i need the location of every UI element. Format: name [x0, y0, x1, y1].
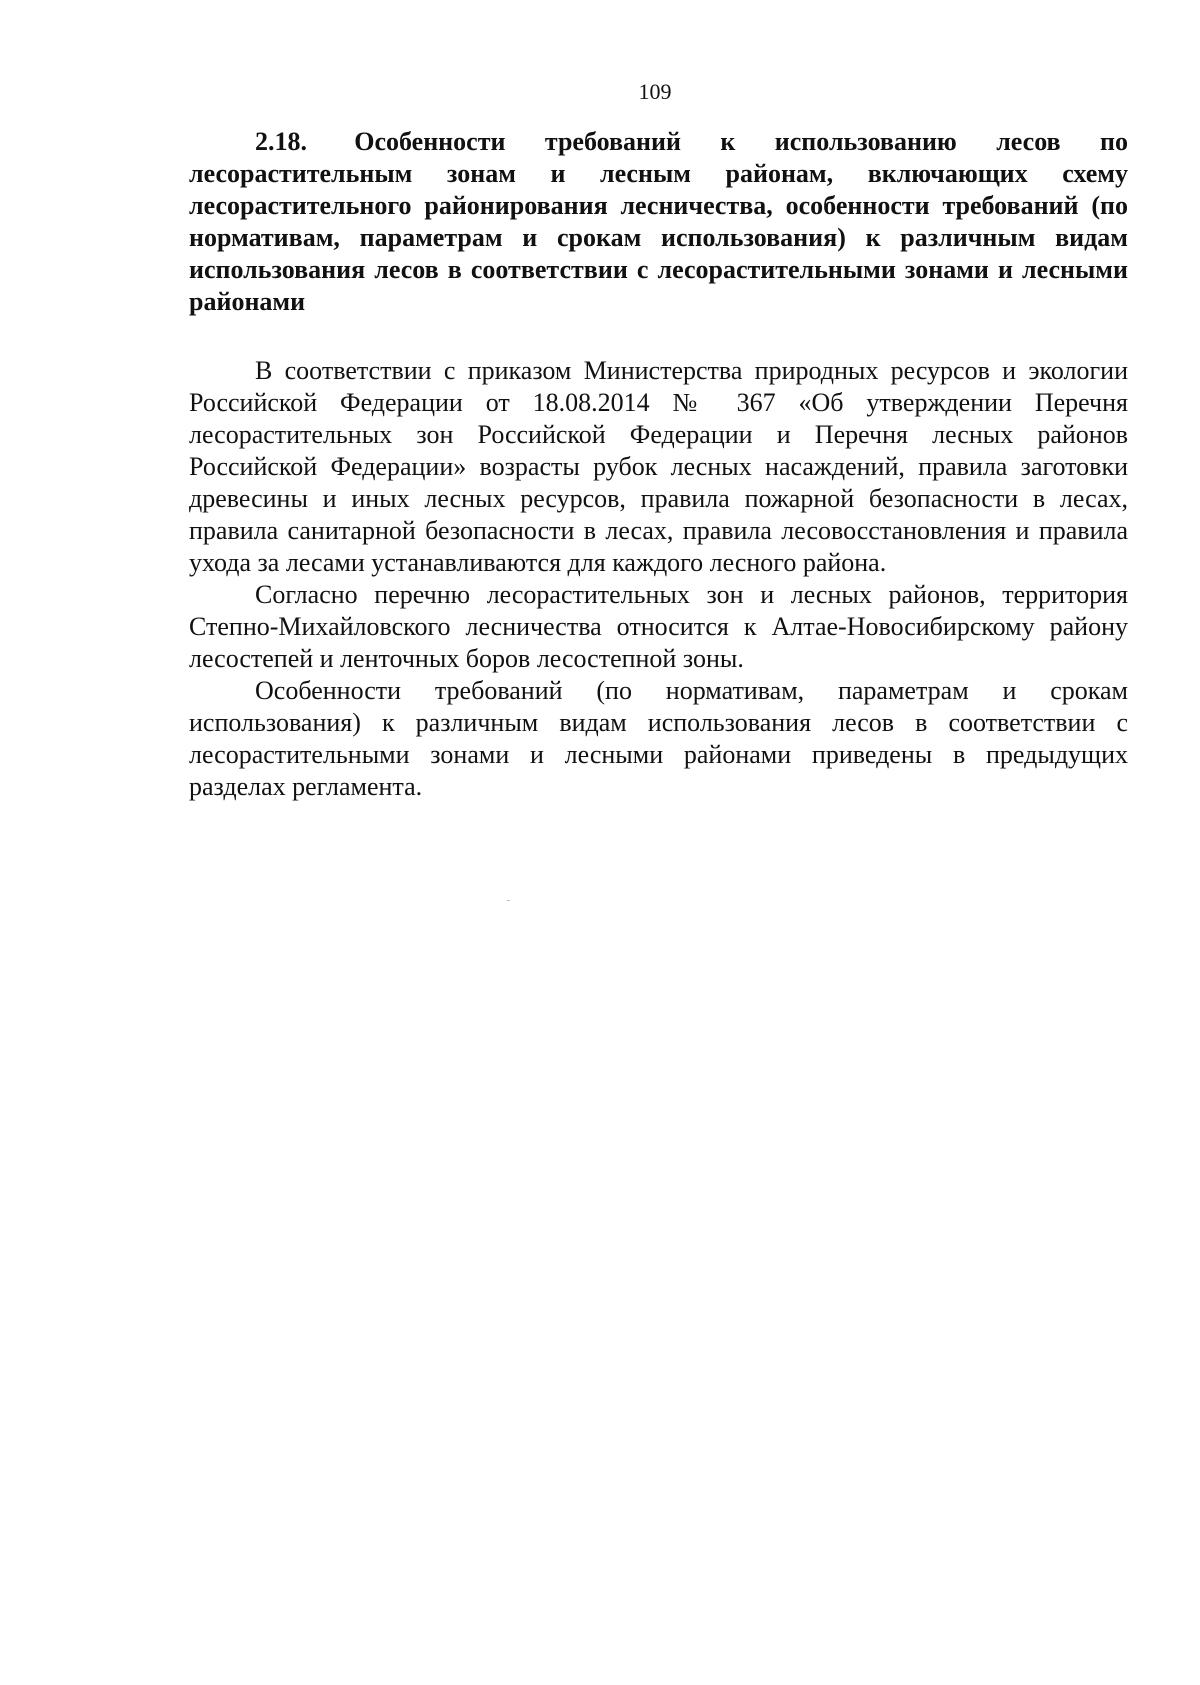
section-number: 2.18.	[255, 127, 307, 156]
section-text	[189, 355, 1128, 803]
paragraph-requirements-reference: Особенности требований (по нормативам, параметрам и срокам использования) к различным видам использования лесов в соответствии с лесорастительными зонами и лесными районами приведены в предыдущих разделах регламента.	[189, 676, 1128, 801]
section-title: Особенности требований к использованию лесов по лесорастительным зонам и лесным районам, включающих схему лесорастительного районирования лесничества, особенности требований (по нормативам, параметрам и срокам использования) к различным видам использования лесов в соответствии с лесорастительными зонами и лесными районами	[189, 127, 1129, 316]
page-number: 109	[638, 79, 672, 104]
paragraph-forestry-territory: Согласно перечню лесорастительных зон и лесных районов, территория Степно-Михайловского лесничества относится к Алтае-Новосибирскому району лесостепей и ленточных боров лесостепной зоны.	[189, 580, 1128, 673]
section-heading	[189, 126, 1128, 318]
paragraph-order-reference: В соответствии с приказом Министерства природных ресурсов и экологии Российской Федерации от 18.08.2014 № 367 «Об утверждении Перечня лесорастительных зон Российской Федерации и Перечня лесных районов Российской Федерации» возрасты рубок лесных насаждений, правила заготовки древесины и иных лесных ресурсов, правила пожарной безопасности в лесах, правила санитарной безопасности в лесах, правила лесовосстановления и правила ухода за лесами устанавливаются для каждого лесного района.	[189, 356, 1128, 577]
scan-artifact	[507, 900, 510, 901]
document-body	[189, 126, 1128, 803]
